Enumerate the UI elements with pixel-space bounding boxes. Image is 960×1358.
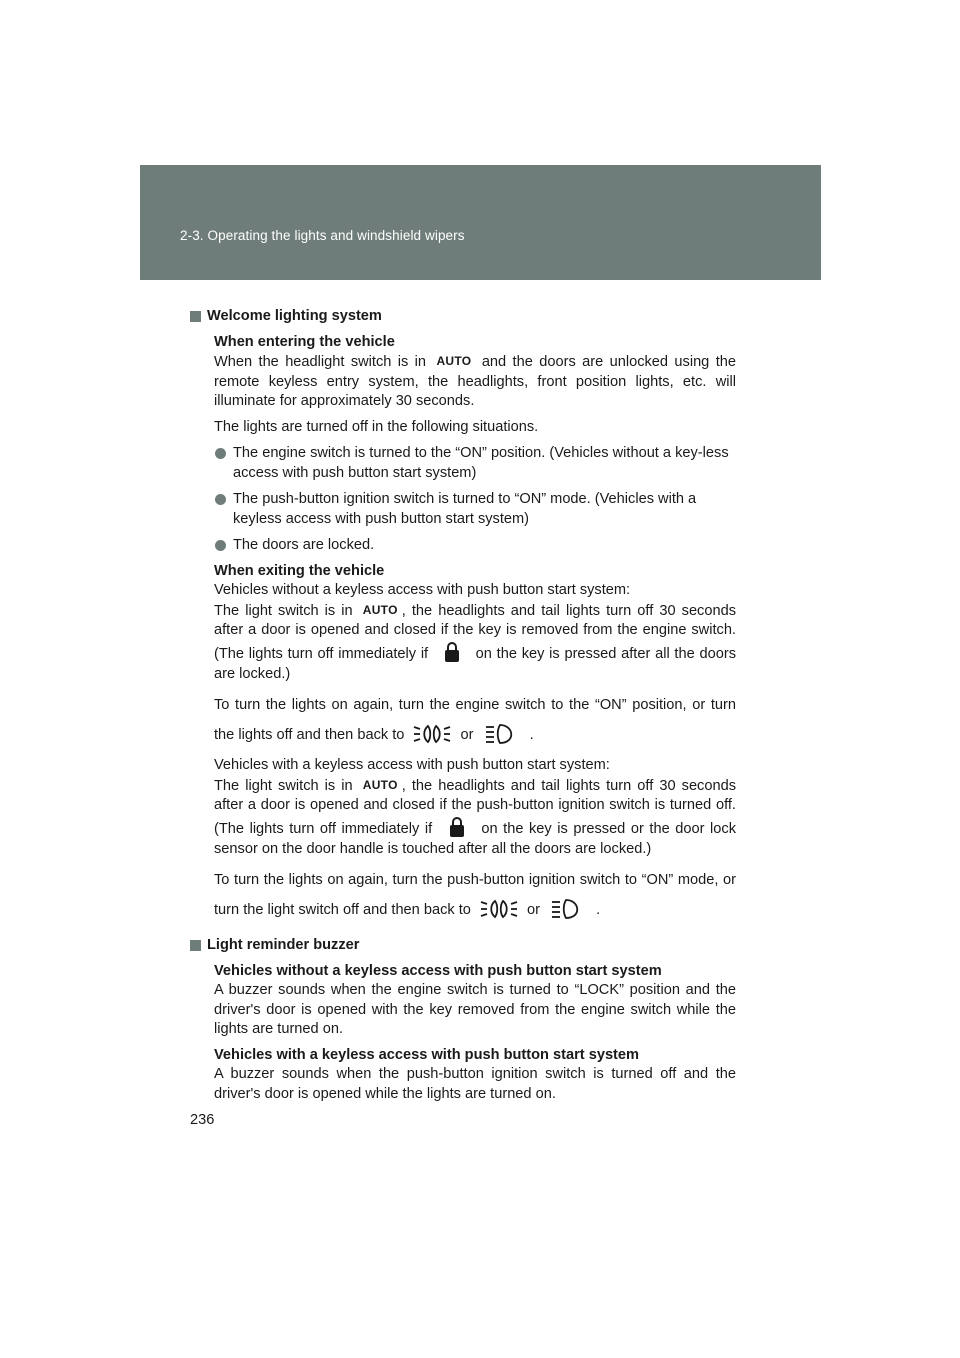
square-bullet-icon: [190, 940, 201, 951]
chapter-header-title: 2-3. Operating the lights and windshield wipers: [180, 228, 465, 243]
tail-light-icon: [408, 722, 456, 746]
tail-light-icon: [475, 897, 523, 921]
reminder-without-heading: Vehicles without a keyless access with push button start system: [214, 962, 662, 979]
entering-paragraph: When the headlight switch is in AUTO and the doors are unlocked using the remote keyless entry system, the headlights, front position lights, etc. will illuminate for approximately 30 seconds.: [214, 354, 736, 409]
round-bullet-icon: [215, 448, 226, 459]
lock-icon: [438, 816, 476, 840]
auto-icon: AUTO: [436, 354, 472, 368]
square-bullet-icon: [190, 311, 201, 322]
headlight-icon: [478, 722, 526, 746]
list-item: The push-button ignition switch is turned to “ON” mode. (Vehicles with a keyless access with push button start system): [214, 490, 736, 529]
auto-icon: AUTO: [362, 777, 398, 792]
page-number: 236: [190, 1112, 215, 1128]
with-keyless-paragraph: The light switch is in AUTO , the headlights and tail lights turn off 30 seconds after a door is opened and closed if the push-button ignition switch is turned off. (The lights turn off immediately if on the key is pressed or the door lock sensor on the door handle is touched after all the doors are locked.): [214, 777, 736, 857]
list-item: The doors are locked.: [214, 536, 736, 556]
reminder-with-text: A buzzer sounds when the push-button ignition switch is turned off and the driver's door is opened while the lights are turned on.: [214, 1066, 736, 1102]
list-item: The engine switch is turned to the “ON” position. (Vehicles without a key-less access with push button start system): [214, 444, 736, 483]
turn-on-again-keyless-paragraph: To turn the lights on again, turn the push-button ignition switch to “ON” mode, or turn the light switch off and then back to or .: [214, 865, 736, 925]
round-bullet-icon: [215, 494, 226, 505]
without-keyless-label: Vehicles without a keyless access with push button start system:: [214, 582, 631, 598]
headlight-icon: [544, 897, 592, 921]
round-bullet-icon: [215, 540, 226, 551]
entering-heading: When entering the vehicle: [214, 333, 395, 350]
lights-off-intro: The lights are turned off in the following situations.: [214, 418, 539, 435]
welcome-section-body: [207, 333, 736, 926]
exiting-heading: When exiting the vehicle: [214, 562, 385, 579]
welcome-section-title: Welcome lighting system: [207, 307, 736, 327]
turn-on-again-paragraph: To turn the lights on again, turn the engine switch to the “ON” position, or turn the lights off and then back to or .: [214, 690, 736, 750]
reminder-section-title: Light reminder buzzer: [207, 936, 736, 956]
reminder-without-text: A buzzer sounds when the engine switch is turned to “LOCK” position and the driver's door is opened with the key removed from the engine switch while the lights are turned on.: [214, 982, 736, 1037]
with-keyless-label: Vehicles with a keyless access with push button start system:: [214, 757, 610, 773]
auto-icon: AUTO: [362, 602, 398, 617]
reminder-section-body: [207, 962, 736, 1105]
chapter-header-band: [140, 165, 821, 280]
lock-icon: [433, 641, 471, 665]
page-content: [207, 307, 736, 1104]
reminder-with-heading: Vehicles with a keyless access with push button start system: [214, 1046, 640, 1063]
without-keyless-paragraph: The light switch is in AUTO , the headlights and tail lights turn off 30 seconds after a door is opened and closed if the key is removed from the engine switch. (The lights turn off immediately if on the key is pressed after all the doors are locked.): [214, 602, 736, 682]
